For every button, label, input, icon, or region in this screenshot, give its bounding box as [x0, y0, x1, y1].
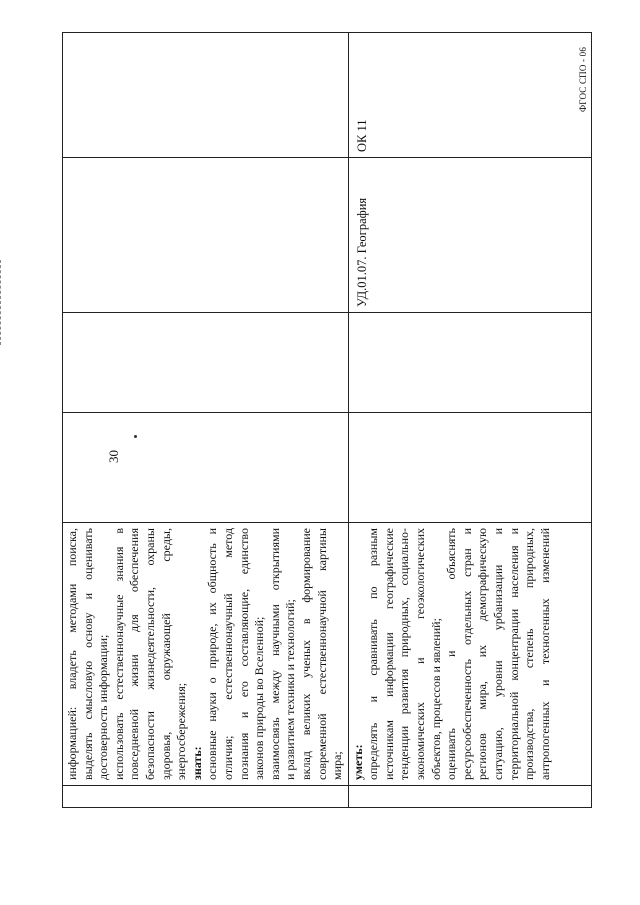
text-line: современной естественнонаучной картины — [314, 528, 329, 780]
text-line: экономических и геоэкологических — [413, 528, 428, 780]
row2-competency-cell: ОК 11 — [348, 33, 591, 158]
row1-discipline-cell — [63, 158, 349, 313]
text-line: безопасности жизнедеятельности, охраны — [142, 528, 157, 780]
page-number: 30 — [106, 450, 121, 463]
text-line: тенденции развития природных, социально- — [397, 528, 412, 780]
row2-col3 — [348, 413, 591, 523]
table-row — [63, 33, 349, 808]
row1-knowledge-cell — [63, 523, 349, 786]
text-line: вклад великих ученых в формирование — [298, 528, 313, 780]
text-line: повседневной жизни для обеспечения — [127, 528, 142, 780]
row2-index-cell — [348, 786, 591, 808]
table-row — [348, 33, 591, 808]
row2-col4 — [348, 313, 591, 413]
footer-stamp: ФГОС СПО - 06 — [578, 46, 588, 112]
row1-competency-cell — [63, 33, 349, 158]
text-line: законов природы во Вселенной; — [252, 616, 267, 780]
text-line: ситуацию, уровни урбанизации и — [491, 528, 506, 780]
text-line: ресурсообеспеченность отдельных стран и — [459, 528, 474, 780]
text-line: источникам информации географические — [381, 528, 396, 780]
text-line: энергосбережения; — [174, 682, 189, 780]
row1-col3 — [63, 413, 349, 523]
text-line: объектов, процессов и явлений; — [428, 618, 443, 780]
text-line: производства, степень природных, — [522, 528, 537, 780]
text-line: достоверность информации; — [96, 634, 111, 780]
text-line: территориальной концентрации населения и — [506, 528, 521, 780]
text-line: основные науки о природе, их общность и — [205, 528, 220, 780]
text-line: здоровья, окружающей среды, — [158, 528, 173, 780]
text-line: определять и сравнивать по разным — [366, 528, 381, 780]
row1-col4 — [63, 313, 349, 413]
row2-discipline-cell: УД.01.07. География — [348, 158, 591, 313]
row1-index-cell — [63, 786, 349, 808]
text-line: информацией: владеть методами поиска, — [65, 528, 79, 780]
text-line: и развитием техники и технологий; — [283, 599, 298, 780]
text-line: использовать естественнонаучные знания в — [111, 528, 126, 780]
scan-artifact-dash — [0, 260, 1, 345]
text-line: регионов мира, их демографическую — [475, 528, 490, 780]
text-line: познания и его составляющие, единство — [236, 528, 251, 780]
text-line: оценивать и объяснять — [444, 528, 459, 780]
text-line: отличия; естественнонаучный метод — [220, 528, 235, 780]
text-line: выделять смысловую основу и оценивать — [80, 528, 95, 780]
row1-text — [65, 528, 346, 780]
text-line: взаимосвязь между научными открытиями — [267, 528, 282, 780]
competency-table — [62, 32, 592, 808]
row2-text — [351, 528, 554, 780]
text-line: антропогенных и техногенных изменений — [537, 528, 552, 780]
text-line: знать: — [189, 746, 204, 780]
text-line: уметь: — [350, 744, 365, 780]
scan-artifact-dot — [134, 435, 137, 438]
row2-knowledge-cell — [348, 523, 591, 786]
text-line: мира; — [330, 751, 345, 780]
